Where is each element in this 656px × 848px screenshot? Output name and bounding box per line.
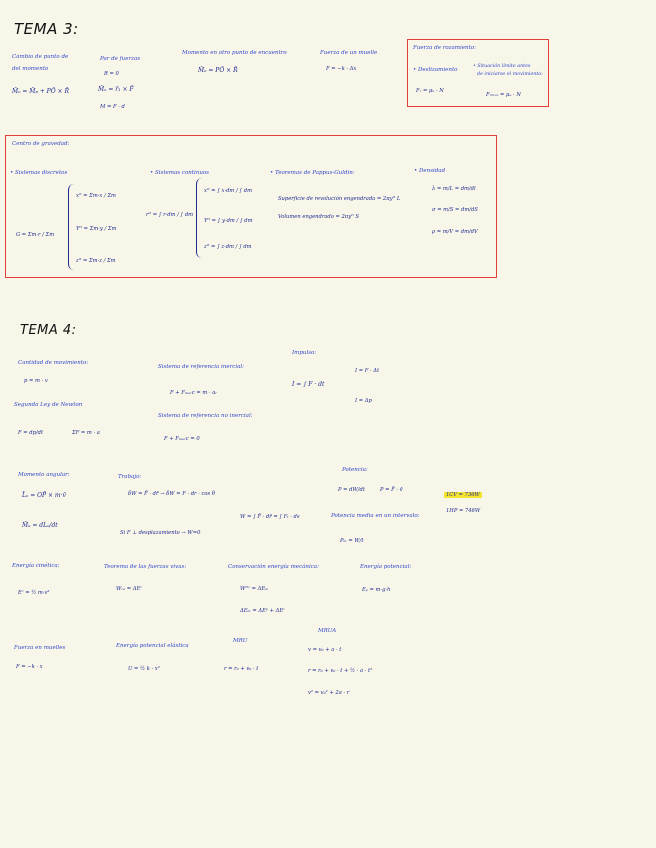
rozamiento-dinamico-label: • Deslizamiento bbox=[413, 67, 458, 73]
no-inercial-formula: F + Fᵢₙₑᵣc = 0 bbox=[164, 436, 200, 442]
fuerza-muelle-formula: F = −k · Δx bbox=[326, 66, 357, 72]
trabajo-note: Si F ⊥ desplazamiento → W=0 bbox=[120, 530, 201, 536]
rozamiento-estatico-label-1: • Situación límite antes bbox=[473, 64, 531, 69]
continuo-label: • Sistemas continuos bbox=[150, 170, 209, 176]
gravedad-label: Centro de gravedad: bbox=[12, 141, 70, 147]
conservacion-label: Conservación energía mecánica: bbox=[228, 564, 319, 570]
fuerzas-vivas-label: Teorema de las fuerzas vivas: bbox=[104, 564, 187, 570]
segunda-formula-1: F = dp/dt bbox=[18, 430, 44, 436]
potencial-formula: Eₚ = m·g·h bbox=[362, 587, 391, 593]
continuo-brace bbox=[196, 178, 203, 258]
momento-angular-formula-2: M̄ₒ = dLₒ/dt bbox=[22, 522, 58, 529]
rozamiento-dinamico-formula: Fᵣ = μₖ · N bbox=[416, 88, 444, 94]
fuerza-muelle-label: Fuerza de un muelle bbox=[320, 50, 378, 56]
momento-formula: M̄ₒ = PŌ × R̄ bbox=[198, 67, 238, 74]
densidad-formula-2: σ = m/S = dm/dS bbox=[432, 207, 478, 213]
segunda-formula-2: ΣF = m · a bbox=[72, 430, 100, 436]
discreto-z: zᴳ = Σm·z / Σm bbox=[76, 258, 116, 264]
fuerzas-vivas-formula: Wᵣₑ = ΔEᶜ bbox=[116, 586, 143, 592]
mru-formula: r = r₀ + v₀ · t bbox=[224, 666, 259, 672]
cv-highlight bbox=[444, 492, 482, 498]
mrua-formula-1: v = v₀ + a · t bbox=[308, 647, 342, 653]
energia-cinetica-formula: Eᶜ = ½ m·v² bbox=[18, 590, 50, 596]
discreto-x: xᴳ = Σm·x / Σm bbox=[76, 193, 116, 199]
impulso-label: Impulso: bbox=[292, 350, 317, 356]
momento-angular-formula-1: L̄ₒ = OP̄ × m·v̄ bbox=[22, 492, 66, 499]
par-formula-2: M̄ₒ = r̄₁ × F̄ bbox=[98, 86, 134, 93]
potencia-formula-1: P = dW/dt bbox=[338, 487, 365, 493]
trabajo-formula-1: δW = F̄ · dr̄ → δW = F · dr · cos θ bbox=[128, 491, 215, 497]
segunda-label: Segunda Ley de Newton bbox=[14, 402, 83, 408]
pappus-formula-1: Superficie de revolución engendrada = 2πyᴳ L bbox=[278, 196, 401, 202]
momento-label: Momento en otro punto de encuentro bbox=[182, 50, 287, 56]
densidad-formula-1: λ = m/L = dm/dl bbox=[432, 186, 476, 192]
discreto-label: • Sistemas discretos bbox=[10, 170, 68, 176]
discreto-y: Yᴳ = Σm·y / Σm bbox=[76, 226, 117, 232]
potencia-media-formula: Pₘ = W/t bbox=[340, 538, 364, 544]
potencia-label: Potencia: bbox=[342, 467, 368, 473]
mrua-label: MRUA bbox=[318, 628, 337, 634]
cv-highlight-text: 1CV = 736W bbox=[446, 492, 480, 498]
fuerza-muelles-formula: F = −k · x bbox=[16, 664, 43, 670]
mru-label: MRU bbox=[233, 638, 248, 644]
momento-angular-label: Momento angular: bbox=[18, 472, 70, 478]
cantidad-formula: p = m · v bbox=[24, 378, 48, 384]
trabajo-integral: W = ∫ F̄ · dr̄ = ∫ Fₜ · ds bbox=[240, 514, 300, 520]
par-formula-1: R = 0 bbox=[104, 71, 119, 77]
fuerza-muelles-label: Fuerza en muelles bbox=[14, 645, 66, 651]
tema3-title: TEMA 3: bbox=[14, 20, 79, 38]
gravedad-box bbox=[5, 135, 497, 278]
continuo-y: Yᴳ = ∫ y·dm / ∫ dm bbox=[204, 218, 253, 224]
cambio-label-2: del momento bbox=[12, 66, 49, 72]
no-inercial-label: Sistema de referencia no inercial: bbox=[158, 413, 253, 419]
conservacion-formula-1: Wᴺᶜ = ΔEₘ bbox=[240, 586, 269, 592]
continuo-z: zᴳ = ∫ z·dm / ∫ dm bbox=[204, 244, 252, 250]
mrua-formula-2: r = r₀ + v₀ · t + ½ · a · t² bbox=[308, 668, 373, 674]
potencial-label: Energía potencial: bbox=[360, 564, 412, 570]
cantidad-label: Cantidad de movimiento: bbox=[18, 360, 89, 366]
inercial-formula: F + Fᵢₙₑᵣc = m · aᵣ bbox=[170, 390, 218, 396]
pappus-label: • Teoremas de Pappus-Guldin: bbox=[270, 170, 355, 176]
impulso-formula-2: I = Δp bbox=[355, 398, 372, 404]
continuo-x: xᴳ = ∫ x·dm / ∫ dm bbox=[204, 188, 252, 194]
rozamiento-label: Fuerza de rozamiento: bbox=[413, 45, 476, 51]
rozamiento-estatico-label-2: de iniciarse el movimiento: bbox=[477, 72, 543, 77]
elastica-formula: U = ½ k · x² bbox=[128, 666, 160, 672]
hp-text: 1HP = 746W bbox=[446, 508, 481, 514]
mrua-formula-3: v² = v₀² + 2a · r bbox=[308, 690, 350, 696]
par-label: Par de fuerzas bbox=[100, 56, 141, 62]
potencia-media-label: Potencia media en un intervalo: bbox=[331, 513, 420, 519]
impulso-integral: I = ∫ F · dt bbox=[292, 381, 325, 388]
pappus-formula-2: Volumen engendrado = 2πyᴳ S bbox=[278, 214, 359, 220]
cambio-formula: M̄ₒ = M̄ₚ + PŌ × R̄ bbox=[12, 88, 69, 95]
discreto-main: G = Σm·r / Σm bbox=[16, 232, 55, 238]
trabajo-label: Trabajo: bbox=[118, 474, 142, 480]
discreto-brace bbox=[68, 184, 75, 270]
impulso-formula-1: I = F · Δt bbox=[355, 368, 380, 374]
densidad-label: • Densidad bbox=[414, 168, 446, 174]
energia-cinetica-label: Energía cinética: bbox=[12, 563, 60, 569]
cambio-label-1: Cambio de punto de bbox=[12, 54, 69, 60]
elastica-label: Energía potencial elástica bbox=[116, 643, 189, 649]
conservacion-formula-2: ΔEₘ = ΔEᵖ + ΔEᶜ bbox=[240, 608, 285, 614]
continuo-main: rᴳ = ∫ r·dm / ∫ dm bbox=[146, 212, 194, 218]
densidad-formula-3: ρ = m/V = dm/dV bbox=[432, 229, 478, 235]
inercial-label: Sistema de referencia inercial: bbox=[158, 364, 244, 370]
tema4-title: TEMA 4: bbox=[20, 323, 77, 338]
par-formula-3: M = F · d bbox=[100, 104, 125, 110]
rozamiento-estatico-formula: Fᵣₘₐₓ = μₑ · N bbox=[486, 92, 521, 98]
potencia-formula-2: P = F̄ · v̄ bbox=[380, 487, 403, 493]
